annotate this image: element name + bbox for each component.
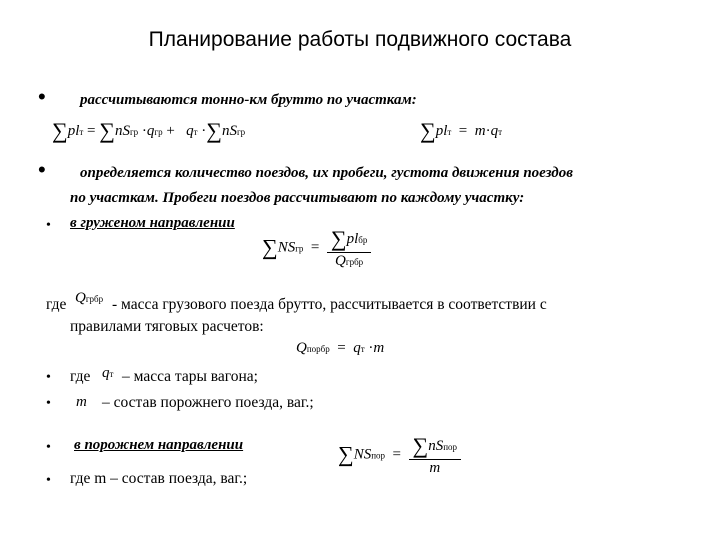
bullet-1-text: рассчитываются тонно-км брутто по участкам: xyxy=(80,92,417,108)
bullet-4-prefix: где xyxy=(70,368,91,385)
bullet-7-text: где m – состав поезда, ваг.; xyxy=(70,470,248,487)
m-symbol: m xyxy=(76,394,87,410)
bullet-marker: • xyxy=(46,218,51,233)
q-gross-symbol: Qгрбр xyxy=(75,290,104,306)
bullet-marker: • xyxy=(46,370,51,385)
bullet-6-text: в порожнем направлении xyxy=(74,437,244,453)
bullet-marker: • xyxy=(46,396,51,411)
bullet-2-line2: по участкам. Пробеги поездов рассчитывают по каждому участку: xyxy=(70,190,525,206)
formula-loaded-direction: ∑NSгр = $\frac{\text{∑plбр}}{\text{Qгрбр}}$ xyxy=(262,226,371,270)
formula-empty-train-mass: Qпорбр = qт ·m xyxy=(296,340,385,356)
formula-ton-km-gross: ∑plт = ∑nSгр ·qгр + qт ·∑nSгр xyxy=(52,118,246,143)
bullet-marker: • xyxy=(38,157,46,182)
bullet-marker: • xyxy=(46,440,51,455)
where-line1: - масса грузового поезда брутто, рассчитывается в соответствии с xyxy=(112,296,547,313)
bullet-2-line1: определяется количество поездов, их пробеги, густота движения поездов xyxy=(80,165,573,181)
bullet-5-text: – состав порожнего поезда, ваг.; xyxy=(102,394,314,411)
where-line2: правилами тяговых расчетов: xyxy=(70,318,264,335)
page-title: Планирование работы подвижного состава xyxy=(148,28,572,51)
formula-tare: ∑plт = m·qт xyxy=(420,118,503,143)
bullet-4-text: – масса тары вагона; xyxy=(122,368,258,385)
bullet-marker: • xyxy=(38,84,46,109)
bullet-marker: • xyxy=(46,473,51,488)
formula-empty-direction: ∑NSпор = $\frac{\text{∑nSпор}}{m}$ xyxy=(338,433,461,477)
where-prefix: где xyxy=(46,296,67,313)
bullet-3-text: в груженом направлении xyxy=(70,215,235,231)
q-tare-symbol: qт xyxy=(102,365,114,381)
